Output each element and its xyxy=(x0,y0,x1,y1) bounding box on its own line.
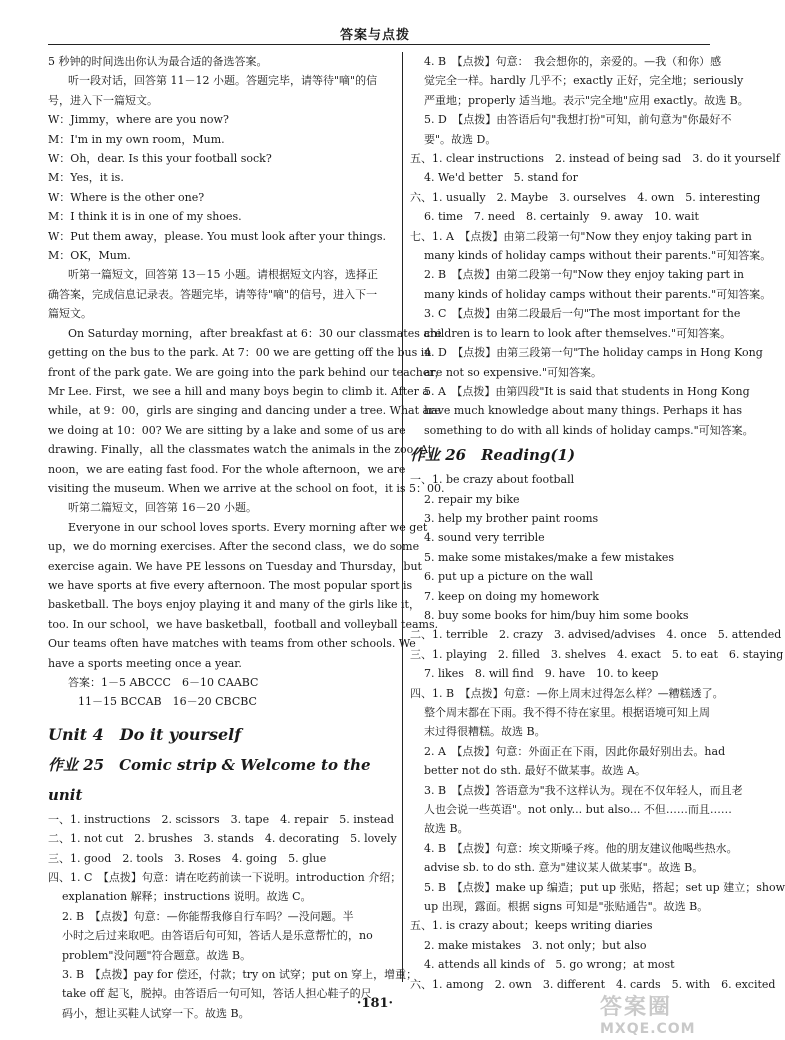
answer-note-line: have much knowledge about many things. Perhaps it has xyxy=(424,404,743,418)
passage1-line: front of the park gate. We are going into the park behind our teacher， xyxy=(48,365,446,379)
hw26-line: 6. put up a picture on the wall xyxy=(424,570,593,584)
answer-note-line: something to do with all kinds of holiday camps."可知答案。 xyxy=(424,423,754,437)
hw26-line: 4. attends all kinds of 5. go wrong；at most xyxy=(424,958,675,972)
passage1-intro-line: 听第一篇短文，回答第 13－15 小题。请根据短文内容，选择正 xyxy=(68,268,378,282)
passage2-line: exercise again. We have PE lessons on Tuesday and Thursday，but xyxy=(48,559,422,573)
answer-line: 答案：1－5 ABCCC 6－10 CAABC xyxy=(68,676,259,689)
passage2-line: up，we do morning exercises. After the second class，we do some xyxy=(48,540,420,554)
passage2-line: basketball. The boys enjoy playing it and many of the girls like it， xyxy=(48,598,420,612)
passage1-line: Mr Lee. First，we see a hill and many boys begin to climb it. After a xyxy=(48,384,429,398)
hw25-line: 四、1. C 【点拨】句意：请在吃药前读一下说明。introduction 介绍； xyxy=(48,871,402,885)
hw25-line: take off 起飞，脱掉。由答语后一句可知，答话人担心鞋子的尺 xyxy=(62,987,372,1001)
answer-note-line: 要"。故选 D。 xyxy=(424,132,497,146)
answer-note-line: 六、1. usually 2. Maybe 3. ourselves 4. own 5. interesting xyxy=(410,190,761,204)
answer-line: 11－15 BCCAB 16－20 CBCBC xyxy=(78,695,257,709)
answer-note-line: are not so expensive."可知答案。 xyxy=(424,365,603,379)
answer-note-line: 2. B 【点拨】由第二段第一句"Now they enjoy taking part in xyxy=(424,268,745,282)
dialogue-line: W：Jimmy，where are you now? xyxy=(48,113,229,127)
intro-line: 号，进入下一篇短文。 xyxy=(48,93,158,107)
passage1-line: drawing. Finally，all the classmates watch the animals in the zoo. At xyxy=(48,443,433,457)
hw25-line: 二、1. not cut 2. brushes 3. stands 4. decorating 5. lovely xyxy=(48,832,397,846)
right-column xyxy=(410,52,785,994)
header-rule xyxy=(48,44,710,45)
hw26-line: 一、1. be crazy about football xyxy=(410,473,575,487)
left-column xyxy=(48,52,446,1023)
hw26-line: 8. buy some books for him/buy him some books xyxy=(424,608,689,622)
passage1-line: while，at 9：00，girls are singing and dancing under a tree. What are xyxy=(48,404,441,418)
hw25-line: 一、1. instructions 2. scissors 3. tape 4. repair 5. instead xyxy=(48,812,395,826)
passage1-line: getting on the bus to the park. At 7：00 we are getting off the bus in xyxy=(48,346,432,360)
passage1-line: we doing at 10：00? We are sitting by a lake and some of us are xyxy=(48,423,406,437)
hw26-line: 六、1. among 2. own 3. different 4. cards 5. with 6. excited xyxy=(410,977,776,991)
hw26-line: 五、1. is crazy about；keeps writing diaries xyxy=(410,919,653,933)
hw26-line: 5. B 【点拨】make up 编造；put up 张贴，搭起；set up 建立；show xyxy=(424,880,785,894)
dialogue-line: W：Put them away，please. You must look after your things. xyxy=(48,229,386,243)
passage2-intro: 听第二篇短文，回答第 16－20 小题。 xyxy=(68,501,257,515)
homework-25-title: 作业 25 Comic strip & Welcome to the unit xyxy=(48,755,371,804)
hw26-line: 3. help my brother paint rooms xyxy=(424,511,599,525)
watermark-line1: 答案圈 xyxy=(600,995,673,1020)
hw25-line: problem"没问题"符合题意。故选 B。 xyxy=(62,948,252,962)
dialogue-line: M：Yes，it is. xyxy=(48,171,124,185)
passage2-line: Our teams often have matches with teams from other schools. We xyxy=(48,637,416,651)
answer-note-line: 3. C 【点拨】由第二段最后一句"The most important for the xyxy=(424,307,741,321)
dialogue-line: M：OK，Mum. xyxy=(48,249,131,263)
passage2-line: we have sports at five every afternoon. The most popular sport is xyxy=(48,578,413,592)
hw26-line: 人也会说一些英语"。not only... but also... 不但……而且…… xyxy=(424,803,732,817)
dialogue-line: M：I think it is in one of my shoes. xyxy=(48,210,242,224)
hw26-line: 四、1. B 【点拨】句意：—你上周末过得怎么样？—糟糕透了。 xyxy=(410,686,724,700)
answer-note-line: 七、1. A 【点拨】由第二段第一句"Now they enjoy taking part in xyxy=(410,229,752,243)
intro-line: 听一段对话，回答第 11－12 小题。答题完毕，请等待"嘀"的信 xyxy=(68,74,378,88)
watermark-line2: MXQE.COM xyxy=(600,1021,696,1037)
passage2-line: too. In our school，we have basketball，football and volleyball teams. xyxy=(48,617,439,631)
answer-note-line: 严重地；properly 适当地。表示"完全地"应用 exactly。故选 B。 xyxy=(424,93,749,107)
hw25-line: 三、1. good 2. tools 3. Roses 4. going 5. glue xyxy=(48,851,327,865)
unit-title: Unit 4 Do it yourself xyxy=(48,724,242,744)
dialogue-line: W：Oh，dear. Is this your football sock? xyxy=(48,152,272,166)
passage2-line: Everyone in our school loves sports. Every morning after we get xyxy=(68,520,428,534)
page-number: ·181· xyxy=(356,996,394,1011)
passage1-intro-line: 确答案，完成信息记录表。答题完毕，请等待"嘀"的信号，进入下一 xyxy=(48,287,378,301)
answer-note-line: 4. B 【点拨】句意： 我会想你的，亲爱的。—我（和你）感 xyxy=(424,55,722,68)
hw25-line: explanation 解释；instructions 说明。故选 C。 xyxy=(62,890,312,904)
hw26-line: 三、1. playing 2. filled 3. shelves 4. exact 5. to eat 6. staying xyxy=(410,647,784,661)
hw26-line: up 出现，露面。根据 signs 可知是"张贴通告"。故选 B。 xyxy=(424,900,709,914)
answer-note-line: 6. time 7. need 8. certainly 9. away 10. wait xyxy=(424,210,699,224)
answer-note-line: 4. We'd better 5. stand for xyxy=(424,171,578,185)
answer-note-line: many kinds of holiday camps without their parents."可知答案。 xyxy=(424,249,772,263)
passage1-line: visiting the museum. When we arrive at the school on foot，it is 5：00. xyxy=(48,481,445,495)
hw26-line: 4. sound very terrible xyxy=(424,531,545,545)
hw26-line: 2. make mistakes 3. not only；but also xyxy=(424,938,647,952)
hw26-line: 整个周末都在下雨。我不得不待在家里。根据语境可知上周 xyxy=(424,706,710,719)
intro-line: 5 秒钟的时间选出你认为最合适的备选答案。 xyxy=(48,55,268,68)
dialogue-line: M：I'm in my own room，Mum. xyxy=(48,132,225,146)
passage1-line: On Saturday morning，after breakfast at 6：30 our classmates are xyxy=(68,326,442,340)
page-header xyxy=(0,0,750,46)
hw26-line: 故选 B。 xyxy=(424,822,469,836)
hw25-line: 码小，想让买鞋人试穿一下。故选 B。 xyxy=(62,1006,250,1020)
passage1-line: noon，we are eating fast food. For the whole afternoon，we are xyxy=(48,462,406,476)
hw26-line: 5. make some mistakes/make a few mistakes xyxy=(424,550,675,564)
hw26-line: 2. A 【点拨】句意：外面正在下雨，因此你最好别出去。had xyxy=(424,744,726,758)
hw26-line: 4. B 【点拨】句意：埃文斯嗓子疼。他的朋友建议他喝些热水。 xyxy=(424,841,738,855)
hw26-line: better not do sth. 最好不做某事。故选 A。 xyxy=(424,764,647,778)
hw25-line: 小时之后过来取吧。由答语后句可知，答话人是乐意帮忙的，no xyxy=(62,929,373,943)
passage1-intro-line: 篇短文。 xyxy=(48,307,92,321)
answer-note-line: children is to learn to look after themselves."可知答案。 xyxy=(424,326,732,340)
passage2-line: have a sports meeting once a year. xyxy=(48,656,242,670)
answer-note-line: 5. A 【点拨】由第四段"It is said that students in Hong Kong xyxy=(424,384,750,398)
hw26-line: advise sb. to do sth. 意为"建议某人做某事"。故选 B。 xyxy=(424,861,704,875)
hw26-line: 2. repair my bike xyxy=(424,492,520,506)
answer-note-line: many kinds of holiday camps without their parents."可知答案。 xyxy=(424,287,772,301)
hw25-line: 2. B 【点拨】句意：—你能帮我修自行车吗？—没问题。半 xyxy=(62,909,354,923)
homework-26-title: 作业 26 Reading(1) xyxy=(410,446,576,465)
hw26-line: 7. keep on doing my homework xyxy=(424,589,599,603)
hw26-line: 末过得很糟糕。故选 B。 xyxy=(424,725,546,739)
answer-note-line: 觉完全一样。hardly 几乎不；exactly 正好，完全地；seriously xyxy=(424,74,744,88)
dialogue-line: W：Where is the other one? xyxy=(48,190,205,204)
hw26-line: 二、1. terrible 2. crazy 3. advised/advises 4. once 5. attended xyxy=(410,628,782,642)
hw25-line: 3. B 【点拨】pay for 偿还，付款；try on 试穿；put on 穿上，增重； xyxy=(62,968,418,982)
answer-note-line: 4. D 【点拨】由第三段第一句"The holiday camps in Hong Kong xyxy=(424,346,763,360)
hw26-line: 7. likes 8. will find 9. have 10. to keep xyxy=(424,667,659,681)
answer-note-line: 5. D 【点拨】由答语后句"我想打扮"可知，前句意为"你最好不 xyxy=(424,113,732,127)
answer-note-line: 五、1. clear instructions 2. instead of being sad 3. do it yourself xyxy=(410,152,780,166)
header-title: 答案与点拨 xyxy=(339,28,410,43)
watermark-logo xyxy=(600,990,740,1037)
hw26-line: 3. B 【点拨】答语意为"我不这样认为。现在不仅年轻人，而且老 xyxy=(424,783,743,797)
